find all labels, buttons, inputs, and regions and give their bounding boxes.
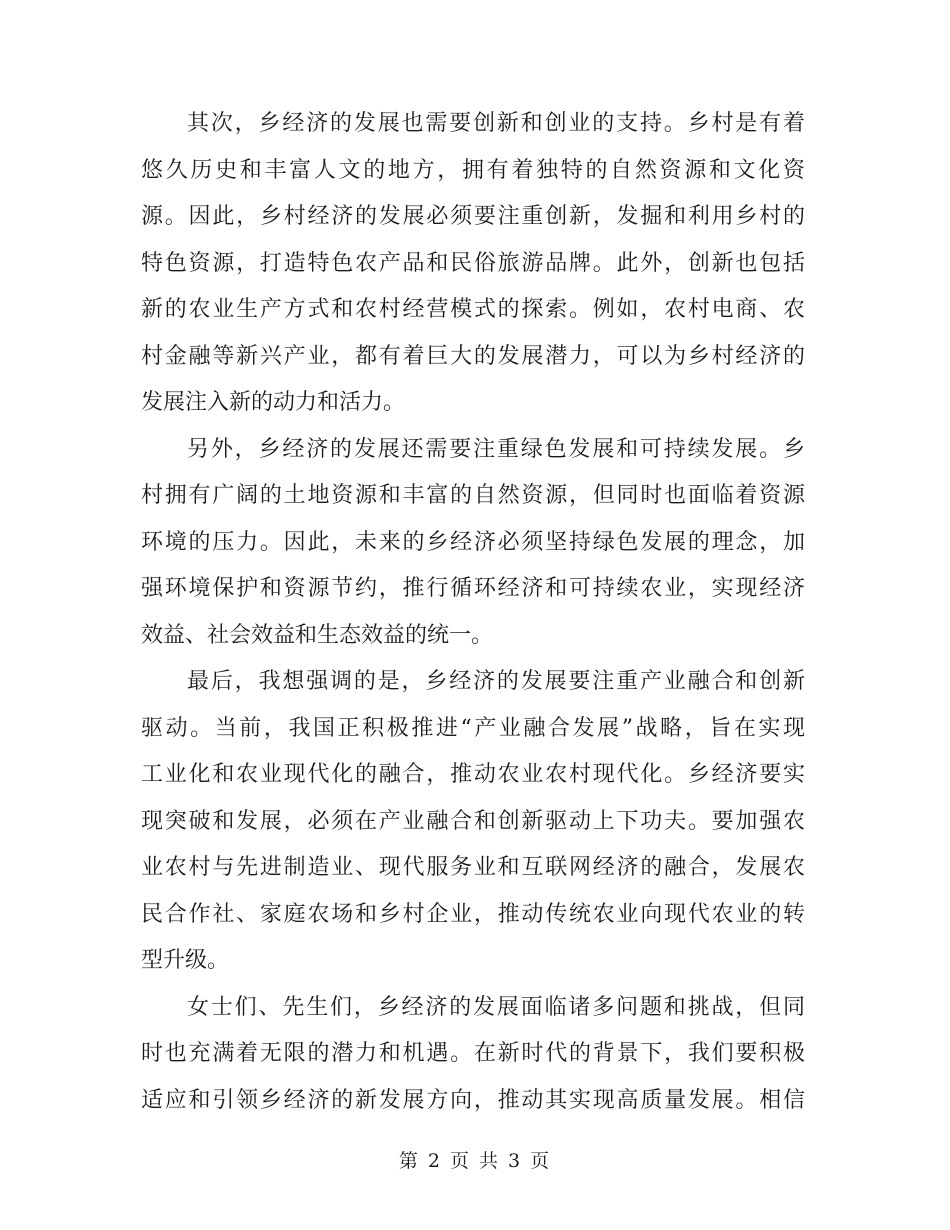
- document-body: [141, 101, 805, 1124]
- text-line: 其次，乡经济的发展也需要创新和创业的支持。乡村是有着: [187, 111, 805, 136]
- page-footer: 第 2 页 共 3 页: [398, 1150, 552, 1172]
- text-line: 最后，我想强调的是，乡经济的发展要注重产业融合和创新: [187, 669, 805, 694]
- text-line: 驱动。当前，我国正积极推进“产业融合发展”战略，旨在实现: [141, 715, 805, 741]
- text-line: 环境的压力。因此，未来的乡经济必须坚持绿色发展的理念，加: [141, 529, 805, 555]
- paragraph-1: [141, 101, 805, 427]
- text-line: 民合作社、家庭农场和乡村企业，推动传统农业向现代农业的转: [141, 901, 805, 927]
- text-line: 适应和引领乡经济的新发展方向，推动其实现高质量发展。相信: [141, 1087, 805, 1113]
- paragraph-3: [141, 659, 805, 985]
- text-line: 源。因此，乡村经济的发展必须要注重创新，发掘和利用乡村的: [141, 204, 805, 229]
- text-line: 另外，乡经济的发展还需要注重绿色发展和可持续发展。乡: [187, 436, 805, 462]
- text-line: 工业化和农业现代化的融合，推动农业农村现代化。乡经济要实: [141, 762, 805, 787]
- text-line: 型升级。: [141, 948, 230, 973]
- text-line: 业农村与先进制造业、现代服务业和互联网经济的融合，发展农: [141, 855, 805, 880]
- text-line: 强环境保护和资源节约，推行循环经济和可持续农业，实现经济: [141, 576, 805, 601]
- text-line: 时也充满着无限的潜力和机遇。在新时代的背景下，我们要积极: [141, 1041, 805, 1066]
- text-line: 发展注入新的动力和活力。: [141, 390, 406, 415]
- text-line: 特色资源，打造特色农产品和民俗旅游品牌。此外，创新也包括: [141, 250, 805, 276]
- text-line: 现突破和发展，必须在产业融合和创新驱动上下功夫。要加强农: [141, 808, 805, 834]
- text-line: 村金融等新兴产业，都有着巨大的发展潜力，可以为乡村经济的: [141, 343, 805, 369]
- text-line: 村拥有广阔的土地资源和丰富的自然资源，但同时也面临着资源: [141, 483, 805, 508]
- text-line: 女士们、先生们，乡经济的发展面临诸多问题和挑战，但同: [187, 994, 805, 1020]
- paragraph-2: [141, 427, 805, 660]
- text-line: 效益、社会效益和生态效益的统一。: [141, 622, 494, 648]
- text-line: 新的农业生产方式和农村经营模式的探索。例如，农村电商、农: [141, 297, 805, 322]
- paragraph-4: [141, 985, 805, 1125]
- text-line: 悠久历史和丰富人文的地方，拥有着独特的自然资源和文化资: [141, 157, 805, 183]
